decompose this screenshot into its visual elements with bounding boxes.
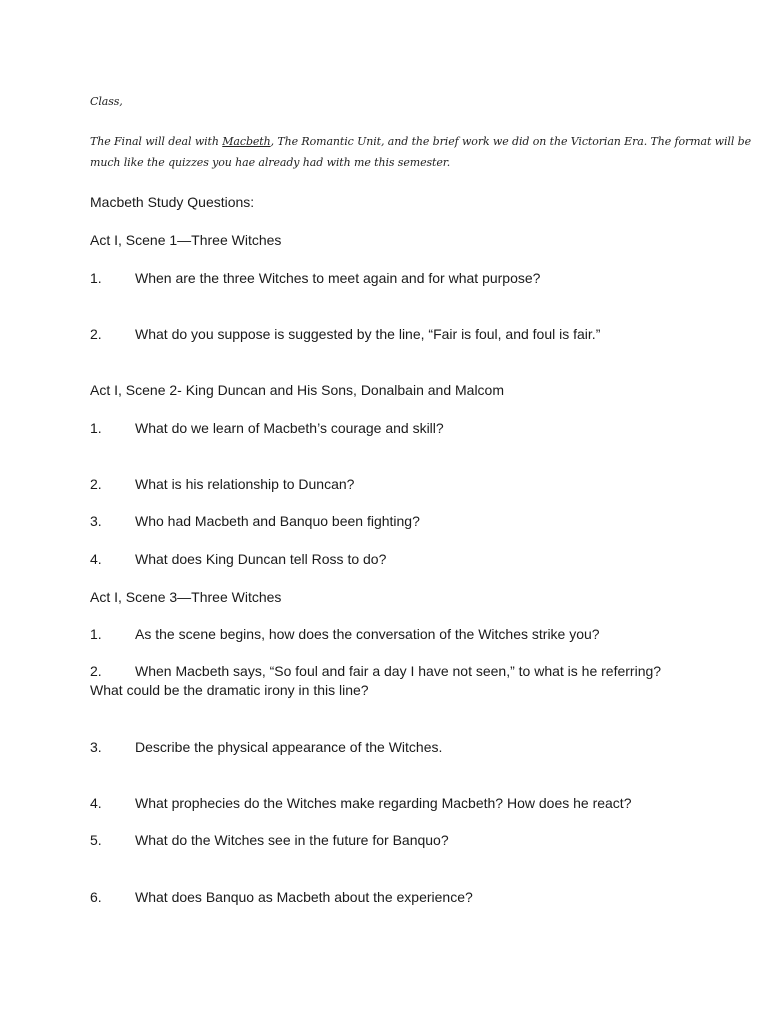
question-text: What does King Duncan tell Ross to do? <box>135 551 387 567</box>
section-title: Act I, Scene 3—Three Witches <box>90 589 282 605</box>
question-text: What does Banquo as Macbeth about the experience? <box>135 889 473 905</box>
question-number: 3. <box>90 513 102 529</box>
intro-text-post: , The Romantic Unit, and the brief work we did on the Victorian Era. The format will be <box>270 135 752 148</box>
question-number: 5. <box>90 832 102 848</box>
question-text: What is his relationship to Duncan? <box>135 476 355 492</box>
question-number: 3. <box>90 739 102 755</box>
question-number: 1. <box>90 270 102 286</box>
question-item <box>90 513 420 529</box>
question-number: 1. <box>90 420 102 436</box>
section-title: Act I, Scene 2- King Duncan and His Sons, Donalbain and Malcom <box>90 382 505 398</box>
question-item <box>90 663 661 679</box>
question-text: As the scene begins, how does the conversation of the Witches strike you? <box>135 626 600 642</box>
question-item <box>90 326 600 342</box>
question-text: Who had Macbeth and Banquo been fighting? <box>135 513 420 529</box>
question-text: What do we learn of Macbeth’s courage and skill? <box>135 420 444 436</box>
question-item <box>90 270 540 286</box>
question-text: Describe the physical appearance of the Witches. <box>135 739 443 755</box>
question-number: 6. <box>90 889 102 905</box>
question-text: What do you suppose is suggested by the line, “Fair is foul, and foul is fair.” <box>135 326 601 342</box>
question-number: 2. <box>90 326 102 342</box>
question-text: When Macbeth says, “So foul and fair a day I have not seen,” to what is he referring? <box>135 663 662 679</box>
question-item <box>90 551 386 567</box>
question-number: 4. <box>90 795 102 811</box>
question-number: 2. <box>90 663 102 679</box>
question-number: 1. <box>90 626 102 642</box>
question-text: What do the Witches see in the future for Banquo? <box>135 832 449 848</box>
question-item <box>90 420 444 436</box>
question-number: 4. <box>90 551 102 567</box>
macbeth-underlined: Macbeth <box>222 135 271 148</box>
question-text: When are the three Witches to meet again and for what purpose? <box>135 270 541 286</box>
section-title: Act I, Scene 1—Three Witches <box>90 232 282 248</box>
question-text: What prophecies do the Witches make regarding Macbeth? How does he react? <box>135 795 632 811</box>
question-item <box>90 832 449 848</box>
intro-line-2: much like the quizzes you hae already had with me this semester. <box>90 156 451 169</box>
question-item <box>90 626 600 642</box>
question-item <box>90 739 442 755</box>
question-continuation: What could be the dramatic irony in this line? <box>90 682 369 698</box>
question-number: 2. <box>90 476 102 492</box>
intro-text-pre: The Final will deal with <box>90 135 223 148</box>
greeting: Class, <box>90 95 123 108</box>
page-title: Macbeth Study Questions: <box>90 194 255 210</box>
question-item <box>90 476 354 492</box>
intro-line-1 <box>90 135 751 148</box>
question-item <box>90 795 632 811</box>
question-item <box>90 889 473 905</box>
